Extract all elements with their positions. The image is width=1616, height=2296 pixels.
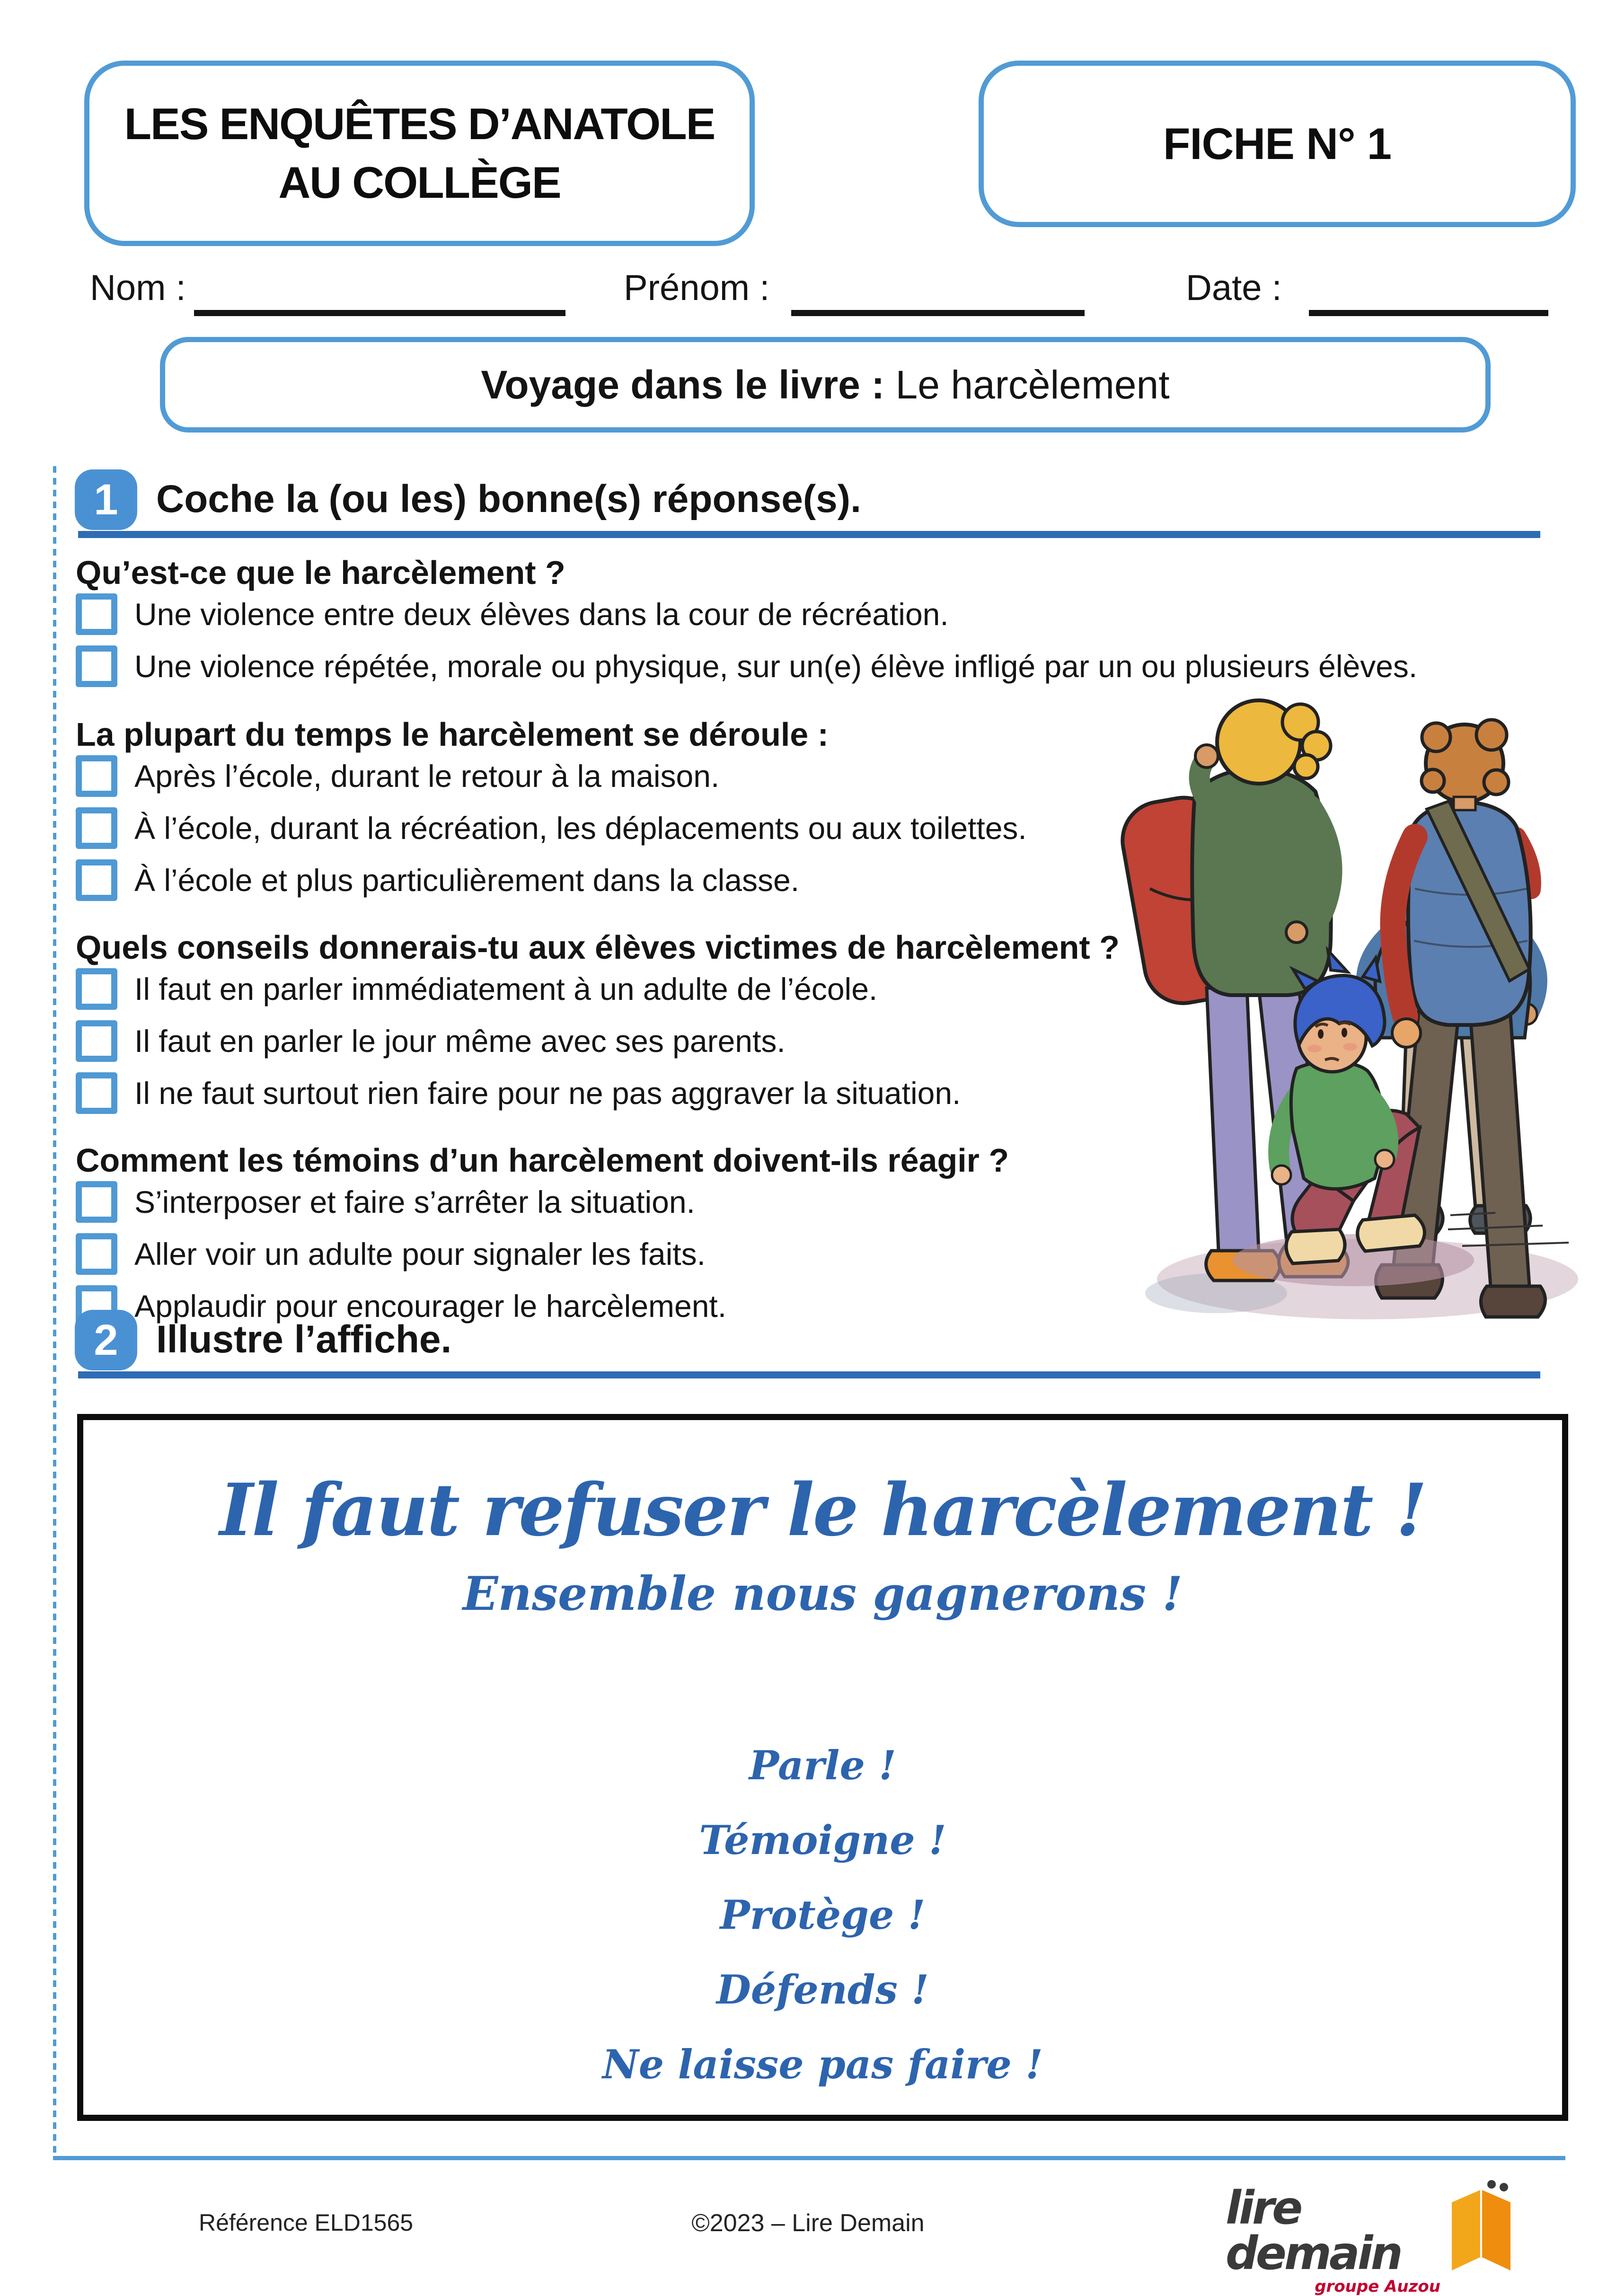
section2-title-rule bbox=[78, 1371, 1540, 1378]
checkbox-label: Applaudir pour encourager le harcèlement. bbox=[134, 1289, 727, 1324]
checkbox[interactable] bbox=[76, 1020, 117, 1062]
checkbox[interactable] bbox=[76, 859, 117, 901]
logo-group-label: groupe Auzou bbox=[1315, 2277, 1440, 2296]
poster-drawing-area[interactable] bbox=[77, 1414, 1568, 2121]
section2-number-badge: 2 bbox=[75, 1310, 137, 1370]
section1-title: Coche la (ou les) bonne(s) réponse(s). bbox=[156, 477, 861, 521]
series-title-box bbox=[84, 61, 755, 246]
poster-slogan: Témoigne ! bbox=[699, 1817, 946, 1863]
nom-writing-line[interactable] bbox=[194, 310, 565, 316]
prenom-writing-line[interactable] bbox=[791, 310, 1085, 316]
book-title-value: Le harcèlement bbox=[895, 362, 1170, 407]
checkbox-item bbox=[76, 1074, 961, 1112]
question-label: Qu’est-ce que le harcèlement ? bbox=[76, 554, 565, 591]
question-label: Comment les témoins d’un harcèlement doivent-ils réagir ? bbox=[76, 1142, 1009, 1179]
checkbox-item bbox=[76, 1183, 695, 1221]
checkbox-item bbox=[76, 809, 1027, 847]
poster-slogan: Protège ! bbox=[720, 1891, 926, 1938]
poster-slogan: Parle ! bbox=[749, 1742, 897, 1789]
checkbox[interactable] bbox=[76, 1233, 117, 1275]
checkbox-label: À l’école, durant la récréation, les déplacements ou aux toilettes. bbox=[134, 811, 1027, 846]
question-label: La plupart du temps le harcèlement se déroule : bbox=[76, 716, 829, 753]
checkbox-label: Une violence répétée, morale ou physique, sur un(e) élève infligé par un ou plusieurs élèves. bbox=[134, 649, 1418, 684]
checkbox-label: Il faut en parler le jour même avec ses parents. bbox=[134, 1024, 786, 1059]
checkbox[interactable] bbox=[76, 755, 117, 797]
checkbox-item bbox=[76, 757, 719, 795]
checkbox-label: Une violence entre deux élèves dans la cour de récréation. bbox=[134, 597, 949, 632]
poster-subheadline: Ensemble nous gagnerons ! bbox=[462, 1567, 1183, 1621]
bottom-blue-rule bbox=[53, 2156, 1565, 2160]
bullying-scene-illustration bbox=[1117, 685, 1590, 1329]
logo-wordmark: lire demain bbox=[1226, 2181, 1401, 2280]
book-title-prefix: Voyage dans le livre : bbox=[481, 362, 896, 407]
prenom-label: Prénom : bbox=[624, 268, 770, 308]
checkbox-item bbox=[76, 1022, 786, 1060]
poster-slogan: Défends ! bbox=[716, 1966, 929, 2013]
checkbox-item bbox=[76, 1235, 706, 1273]
fiche-number-box bbox=[979, 61, 1576, 227]
checkbox-item bbox=[76, 647, 1417, 685]
book-title-box bbox=[160, 337, 1491, 433]
checkbox[interactable] bbox=[76, 1181, 117, 1223]
publisher-logo bbox=[1226, 2181, 1519, 2296]
poster-slogan: Ne laisse pas faire ! bbox=[602, 2041, 1043, 2088]
checkbox-label: À l’école et plus particulièrement dans la classe. bbox=[134, 863, 800, 898]
checkbox-label: Aller voir un adulte pour signaler les faits. bbox=[134, 1236, 706, 1272]
section1-title-rule bbox=[78, 531, 1540, 538]
open-book-icon bbox=[1448, 2178, 1519, 2272]
question-label: Quels conseils donnerais-tu aux élèves victimes de harcèlement ? bbox=[76, 929, 1120, 966]
checkbox-label: Après l’école, durant le retour à la maison. bbox=[134, 759, 720, 794]
checkbox-item bbox=[76, 970, 877, 1008]
checkbox-label: S’interposer et faire s’arrêter la situation. bbox=[134, 1184, 695, 1219]
date-label: Date : bbox=[1186, 268, 1282, 308]
series-title-line2: AU COLLÈGE bbox=[278, 158, 561, 207]
series-title-line1: LES ENQUÊTES D’ANATOLE bbox=[124, 98, 715, 149]
reference-label: Référence ELD1565 bbox=[199, 2209, 414, 2236]
nom-label: Nom : bbox=[90, 268, 186, 308]
checkbox-label: Il faut en parler immédiatement à un adulte de l’école. bbox=[134, 971, 878, 1007]
checkbox-label: Il ne faut surtout rien faire pour ne pas aggraver la situation. bbox=[134, 1076, 961, 1111]
checkbox[interactable] bbox=[76, 645, 117, 687]
checkbox[interactable] bbox=[76, 1072, 117, 1114]
left-dashed-border bbox=[53, 466, 56, 2160]
poster-headline: Il faut refuser le harcèlement ! bbox=[219, 1467, 1426, 1552]
checkbox[interactable] bbox=[76, 968, 117, 1010]
section2-title: Illustre l’affiche. bbox=[156, 1318, 452, 1361]
checkbox-item bbox=[76, 595, 949, 633]
checkbox-item bbox=[76, 861, 799, 899]
fiche-number-label: FICHE N° 1 bbox=[1163, 119, 1391, 168]
section1-number-badge: 1 bbox=[75, 469, 137, 530]
date-writing-line[interactable] bbox=[1309, 310, 1548, 316]
checkbox[interactable] bbox=[76, 593, 117, 635]
checkbox[interactable] bbox=[76, 807, 117, 849]
copyright-label: ©2023 – Lire Demain bbox=[691, 2209, 925, 2237]
